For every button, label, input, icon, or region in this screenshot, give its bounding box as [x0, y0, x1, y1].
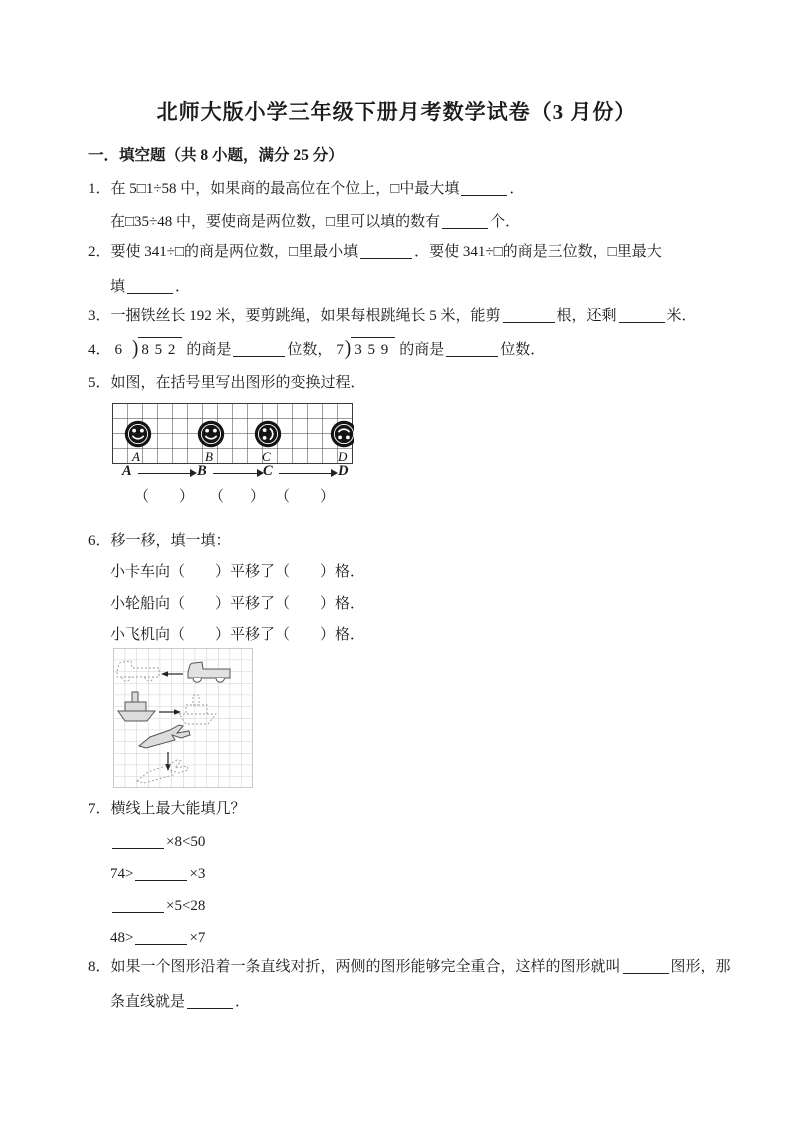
translation-grid-figure — [113, 648, 253, 788]
formula-text: ×5<28 — [166, 898, 206, 914]
question-6-line-2: 小轮船向（ ）平移了（ ）格． — [110, 596, 366, 612]
sequence-label-d: D — [338, 463, 349, 479]
blank-underline — [112, 834, 164, 849]
question-text: 位数， — [287, 342, 333, 358]
question-text: 在 5□1÷58 中，如果商的最高位在个位上，□中最大填 — [110, 181, 460, 197]
sequence-label-c: C — [263, 463, 273, 479]
question-number: 8． — [88, 959, 111, 975]
q5-transform-sequence — [112, 463, 364, 483]
divisor: 7 — [336, 342, 344, 358]
question-6 — [88, 530, 231, 552]
question-7-formula-3 — [110, 895, 205, 917]
question-number: 7． — [88, 801, 111, 817]
question-text: 图形，那 — [670, 959, 731, 975]
blank-underline — [442, 214, 488, 229]
question-text: 如果一个图形沿着一条直线对折，两侧的图形能够完全重合，这样的图形就叫 — [110, 959, 621, 975]
right-arrow-icon — [213, 473, 257, 474]
paren-close: ） — [319, 489, 335, 505]
question-text: 的商是 — [186, 342, 232, 358]
question-2-line-2 — [110, 276, 190, 298]
page-title: 北师大版小学三年级下册月考数学试卷（3 月份） — [156, 100, 637, 124]
grid-label-b: B — [205, 449, 213, 464]
right-arrow-icon — [138, 473, 190, 474]
question-text: 填 — [110, 279, 126, 295]
paren-open: （ — [134, 489, 150, 505]
question-6-line-3: 小飞机向（ ）平移了（ ）格． — [110, 627, 366, 643]
smiley-c-rotated-icon — [255, 421, 281, 447]
q5-answer-parens — [112, 485, 364, 507]
blank-underline — [461, 181, 507, 196]
blank-underline — [112, 898, 164, 913]
sequence-label-a: A — [122, 463, 132, 479]
question-7-formula-4 — [110, 927, 205, 949]
grid-label-d: D — [338, 449, 348, 464]
paren-open: （ — [209, 489, 225, 505]
formula-text: ×8<50 — [166, 834, 206, 850]
paren-close: ） — [249, 489, 265, 505]
question-7 — [88, 798, 246, 820]
q5-figure — [112, 403, 354, 470]
question-text: 移一移，填一填： — [110, 533, 231, 549]
blank-underline — [187, 994, 233, 1009]
question-4 — [88, 337, 545, 361]
question-7-formula-2 — [110, 863, 205, 885]
question-6-line-1: 小卡车向（ ）平移了（ ）格． — [110, 564, 366, 580]
question-text: 条直线就是 — [110, 994, 186, 1010]
blank-underline — [233, 342, 285, 357]
smiley-grid-figure — [112, 403, 354, 465]
blank-underline — [360, 244, 412, 259]
smiley-b-icon — [198, 421, 224, 447]
formula-text: ×3 — [189, 866, 206, 882]
section-heading: 一．填空题（共 8 小题，满分 25 分） — [88, 147, 344, 164]
question-text: ． — [175, 279, 191, 295]
question-1-line-1 — [88, 178, 524, 200]
sequence-label-b: B — [197, 463, 207, 479]
long-division-1 — [115, 337, 183, 361]
dividend: 8 5 2 — [138, 337, 182, 361]
question-text: 位数． — [500, 342, 546, 358]
question-number: 2． — [88, 244, 111, 260]
formula-text: 48> — [110, 930, 134, 946]
division-bracket-icon: ) — [344, 336, 352, 361]
question-number: 3． — [88, 308, 111, 324]
divisor: 6 — [114, 342, 123, 358]
question-1-line-2 — [110, 211, 520, 233]
blank-underline — [503, 308, 555, 323]
grid-label-c: C — [262, 449, 271, 464]
question-text: ． — [235, 994, 251, 1010]
question-text: 横线上最大能填几？ — [110, 801, 246, 817]
paren-open: （ — [275, 489, 291, 505]
blank-underline — [619, 308, 665, 323]
grid-label-a: A — [132, 449, 140, 464]
division-bracket-icon: ) — [132, 336, 139, 361]
question-text: 米． — [666, 308, 697, 324]
question-text: 一捆铁丝长 192 米，要剪跳绳，如果每根跳绳长 5 米，能剪 — [110, 308, 501, 324]
question-8-line-1 — [88, 956, 731, 978]
blank-underline — [623, 959, 669, 974]
question-text: 的商是 — [399, 342, 445, 358]
question-number: 4． — [88, 342, 111, 358]
blank-underline — [135, 930, 187, 945]
question-number: 6． — [88, 533, 111, 549]
formula-text: ×7 — [189, 930, 206, 946]
question-text: 要使 341÷□的商是两位数，□里最小填 — [110, 244, 359, 260]
question-text: 如图，在括号里写出图形的变换过程． — [110, 375, 366, 391]
paren-blank — [275, 485, 335, 506]
q6-figure — [113, 648, 253, 793]
question-7-formula-1 — [110, 831, 205, 853]
formula-text: 74> — [110, 866, 134, 882]
question-number: 1． — [88, 181, 111, 197]
dividend: 3 5 9 — [351, 337, 395, 361]
blank-underline — [127, 279, 173, 294]
question-text: 在□35÷48 中，要使商是两位数，□里可以填的数有 — [110, 214, 441, 230]
question-5 — [88, 372, 366, 394]
question-text: ．要使 341÷□的商是三位数，□里最大 — [414, 244, 662, 260]
question-text: 个． — [490, 214, 521, 230]
question-text: 根，还剩 — [556, 308, 617, 324]
paren-close: ） — [178, 489, 194, 505]
long-division-2 — [336, 337, 395, 361]
paren-blank — [209, 485, 265, 506]
question-3 — [88, 305, 697, 327]
blank-underline — [135, 866, 187, 881]
paren-blank — [134, 485, 194, 506]
smiley-a-icon — [125, 421, 151, 447]
question-text: ． — [509, 181, 525, 197]
question-8-line-2 — [110, 991, 250, 1013]
blank-underline — [446, 342, 498, 357]
question-2-line-1 — [88, 241, 662, 263]
question-number: 5． — [88, 375, 111, 391]
right-arrow-icon — [279, 473, 331, 474]
